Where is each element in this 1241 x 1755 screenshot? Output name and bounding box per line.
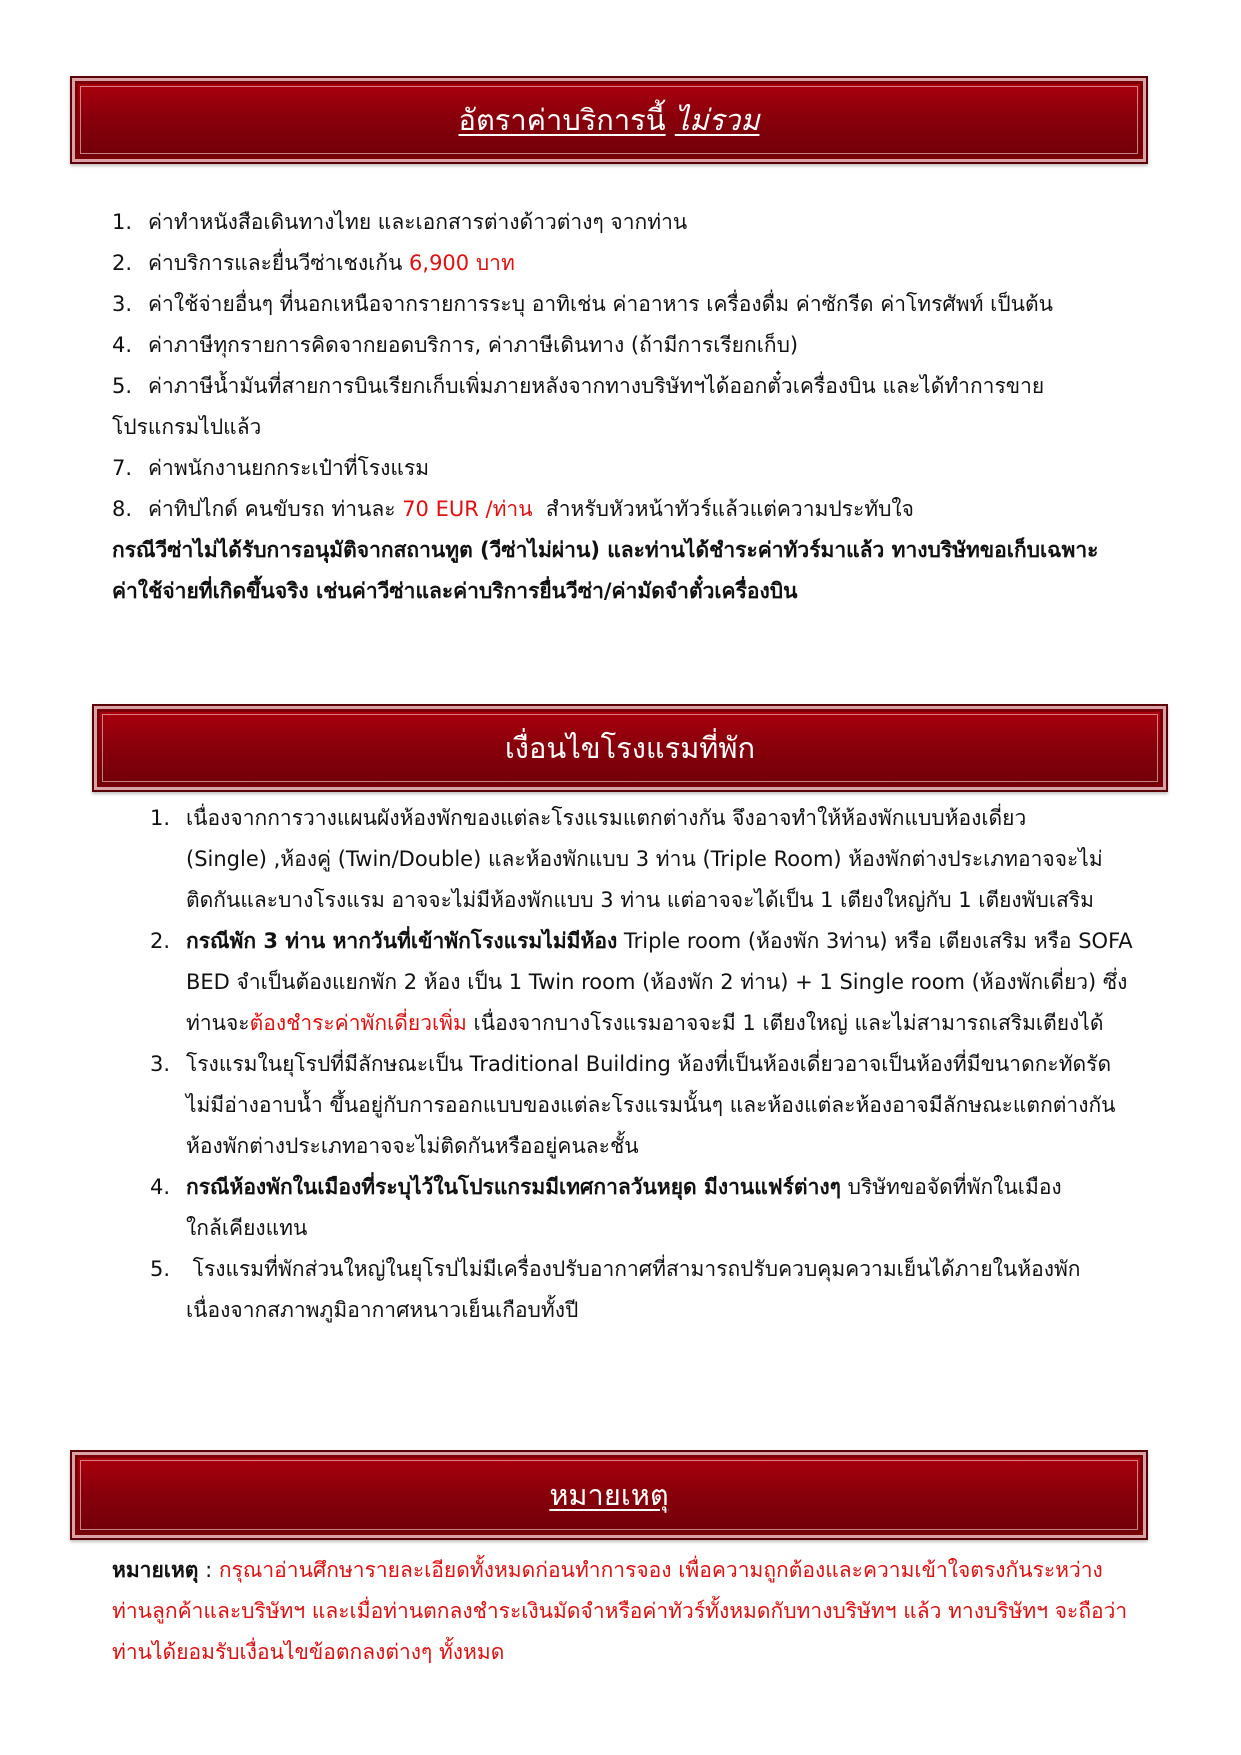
visa-fee: 6,900 บาท (409, 251, 515, 275)
hotel-conditions (150, 798, 1160, 1331)
list-item-continuation: ไม่มีอ่างอาบน้ำ ขึ้นอยู่กับการออกแบบของแต่ละโรงแรมนั้นๆ และห้องแต่ละห้องอาจมีลักษณะแตกต่างกัน (186, 1093, 1116, 1117)
list-item: 8. ค่าทิปไกด์ คนขับรถ ท่านละ 70 EUR /ท่าน สำหรับหัวหน้าทัวร์แล้วแต่ความประทับใจ (112, 497, 914, 521)
list-item-continuation: BED จำเป็นต้องแยกพัก 2 ห้อง เป็น 1 Twin room (ห้องพัก 2 ท่าน) + 1 Single room (ห้องพักเดี่ยว) ซึ่ง (186, 970, 1128, 994)
excluded-banner (70, 76, 1148, 164)
list-item-continuation: เนื่องจากสภาพภูมิอากาศหนาวเย็นเกือบทั้งปี (186, 1298, 579, 1322)
list-item: 7. ค่าพนักงานยกกระเป๋าที่โรงแรม (112, 456, 430, 480)
list-item: 1. ค่าทำหนังสือเดินทางไทย และเอกสารต่างด้าวต่างๆ จากท่าน (112, 210, 688, 234)
list-item: 4. ค่าภาษีทุกรายการคิดจากยอดบริการ, ค่าภาษีเดินทาง (ถ้ามีการเรียกเก็บ) (112, 333, 799, 357)
hotel-title: เงื่อนไขโรงแรมที่พัก (504, 731, 756, 765)
excluded-title: อัตราค่าบริการนี้ ไม่รวม (458, 103, 760, 137)
list-item-continuation: ใกล้เคียงแทน (186, 1216, 308, 1240)
single-supplement-note: ต้องชำระค่าพักเดี่ยวเพิ่ม (249, 1011, 467, 1035)
list-item: 2. กรณีพัก 3 ท่าน หากวันที่เข้าพักโรงแรมไม่มีห้อง Triple room (ห้องพัก 3ท่าน) หรือ เตียงเสริม หรือ SOFA (150, 929, 1133, 953)
excluded-list (112, 202, 1132, 612)
list-item-continuation: (Single) ,ห้องคู่ (Twin/Double) และห้องพักแบบ 3 ท่าน (Triple Room) ห้องพักต่างประเภทอาจจะไม่ (186, 847, 1103, 871)
hotel-banner (92, 704, 1168, 792)
remark-title: หมายเหตุ (549, 1478, 669, 1512)
list-item-continuation: โปรแกรมไปแล้ว (112, 415, 262, 439)
remark-text: หมายเหตุ : กรุณาอ่านศึกษารายละเอียดทั้งหมดก่อนทำการจอง เพื่อความถูกต้องและความเข้าใจตรงกันระหว่าง ท่านลูกค้าและบริษัทฯ และเมื่อท่านตกลงชำระเงินมัดจำหรือค่าทัวร์ทั้งหมดกับทางบริษัทฯ แล้ว ทางบริษัทฯ จะถือว่า ท่านได้ยอมรับเงื่อนไขข้อตกลงต่างๆ ทั้งหมด (112, 1558, 1128, 1664)
list-item: 4. กรณีห้องพักในเมืองที่ระบุไว้ในโปรแกรมมีเทศกาลวันหยุด มีงานแฟร์ต่างๆ บริษัทขอจัดที่พักในเมือง (150, 1175, 1062, 1199)
list-item: 3. โรงแรมในยุโรปที่มีลักษณะเป็น Traditional Building ห้องที่เป็นห้องเดี่ยวอาจเป็นห้องที่มีขนาดกะทัดรัด (150, 1052, 1112, 1076)
remark-banner (70, 1450, 1148, 1540)
list-item-continuation: ติดกันและบางโรงแรม อาจจะไม่มีห้องพักแบบ 3 ท่าน แต่อาจจะได้เป็น 1 เตียงใหญ่กับ 1 เตียงพับเสริม (186, 888, 1094, 912)
list-item-continuation: ห้องพักต่างประเภทอาจจะไม่ติดกันหรืออยู่คนละชั้น (186, 1134, 639, 1158)
list-item: 5. โรงแรมที่พักส่วนใหญ่ในยุโรปไม่มีเครื่องปรับอากาศที่สามารถปรับควบคุมความเย็นได้ภายในห้องพัก (150, 1257, 1081, 1281)
list-item: 5. ค่าภาษีน้ำมันที่สายการบินเรียกเก็บเพิ่มภายหลังจากทางบริษัทฯได้ออกตั๋วเครื่องบิน และได้ทำการขาย (112, 374, 1045, 398)
list-item: 3. ค่าใช้จ่ายอื่นๆ ที่นอกเหนือจากรายการระบุ อาทิเช่น ค่าอาหาร เครื่องดื่ม ค่าซักรีด ค่าโทรศัพท์ เป็นต้น (112, 292, 1053, 316)
list-item: 2. ค่าบริการและยื่นวีซ่าเชงเก้น 6,900 บาท (112, 251, 515, 275)
list-item: 1. เนื่องจากการวางแผนผังห้องพักของแต่ละโรงแรมแตกต่างกัน จึงอาจทำให้ห้องพักแบบห้องเดี่ยว (150, 806, 1027, 830)
tip-amount: 70 EUR /ท่าน (402, 497, 533, 521)
visa-note: กรณีวีซ่าไม่ได้รับการอนุมัติจากสถานทูต (วีซ่าไม่ผ่าน) และท่านได้ชำระค่าทัวร์มาแล้ว ทางบริษัทขอเก็บเฉพาะ (112, 538, 1099, 562)
visa-note: ค่าใช้จ่ายที่เกิดขึ้นจริง เช่นค่าวีซ่าและค่าบริการยื่นวีซ่า/ค่ามัดจำตั๋วเครื่องบิน (112, 579, 798, 603)
remark-label: หมายเหตุ (112, 1558, 199, 1582)
list-item-continuation: ท่านจะต้องชำระค่าพักเดี่ยวเพิ่ม เนื่องจากบางโรงแรมอาจจะมี 1 เตียงใหญ่ และไม่สามารถเสริมเตียงได้ (186, 1011, 1104, 1035)
